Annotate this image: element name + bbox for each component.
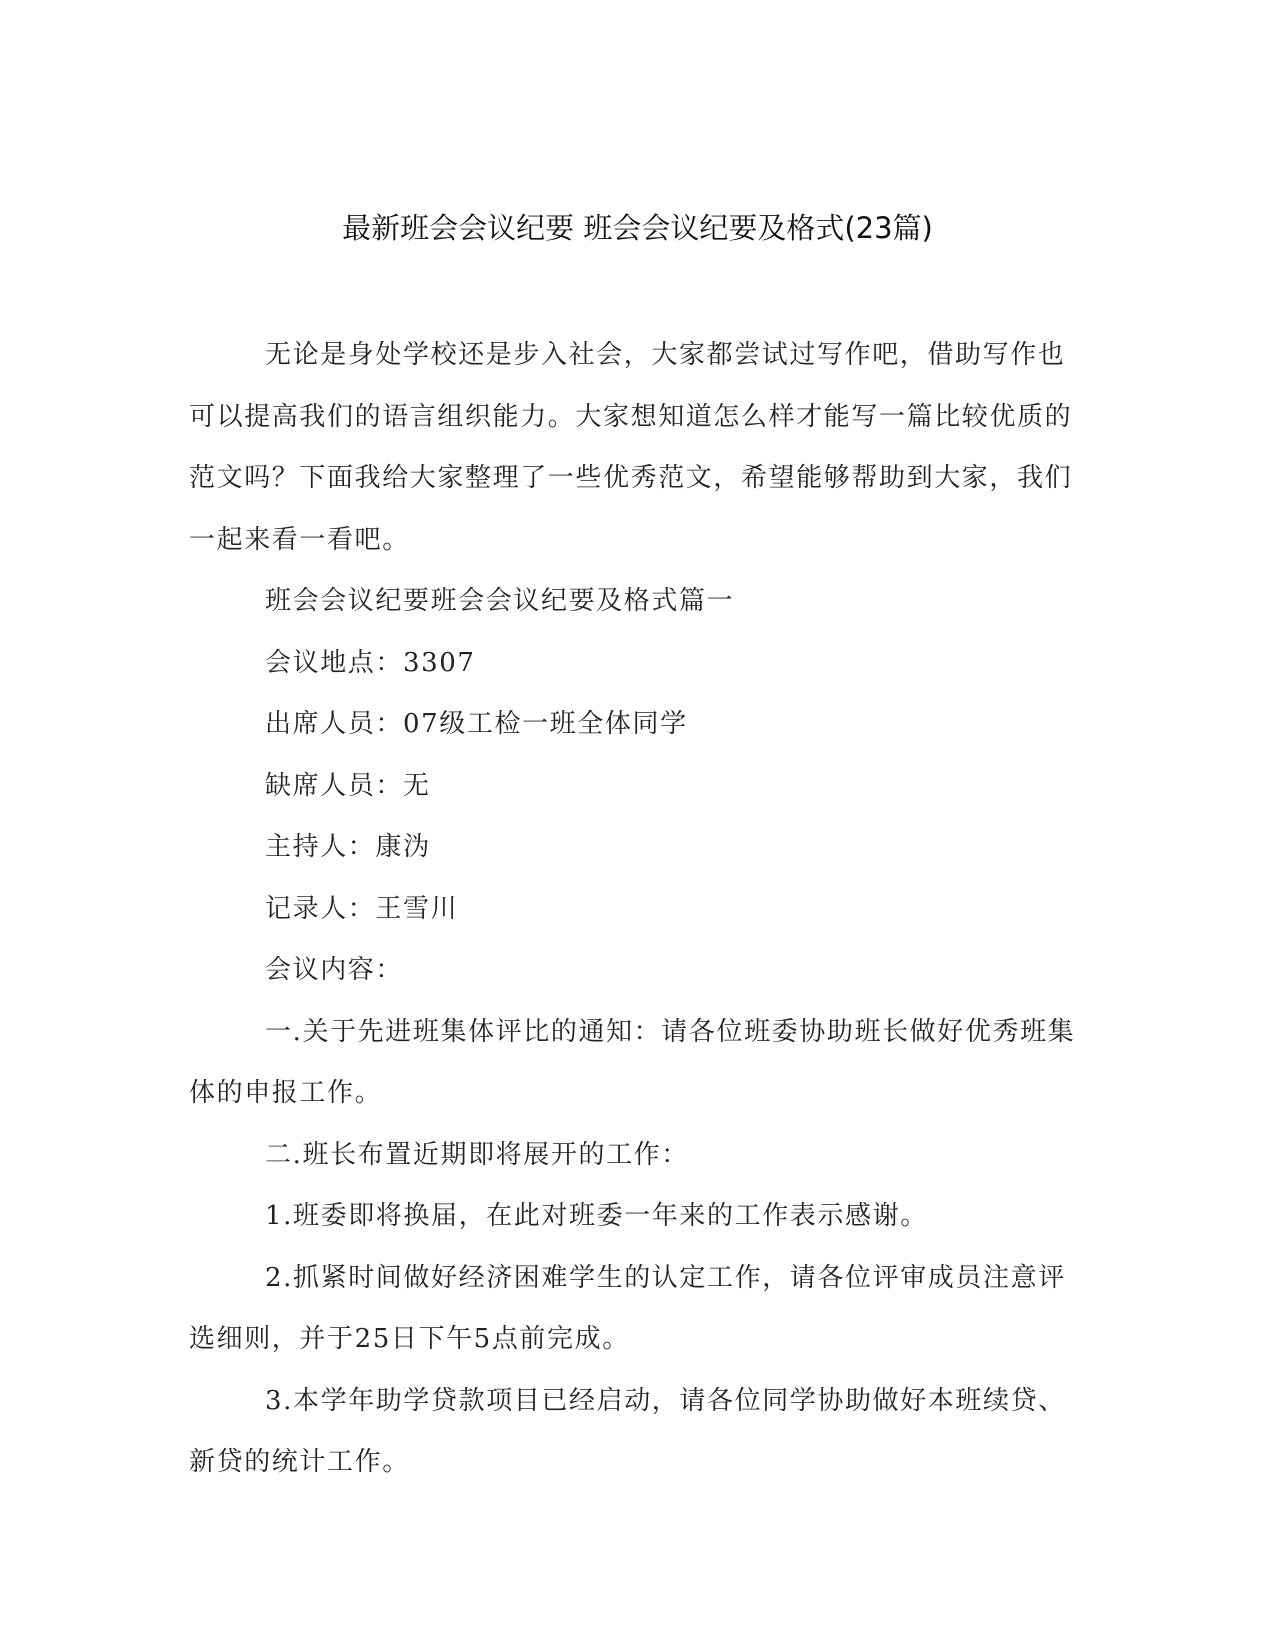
document-title: 最新班会会议纪要 班会会议纪要及格式(23篇) <box>342 211 933 245</box>
content-item-1: 一.关于先进班集体评比的通知：请各位班委协助班长做好优秀班集体的申报工作。 <box>189 1016 1076 1108</box>
task-item-3: 3.本学年助学贷款项目已经启动，请各位同学协助做好本班续贷、新贷的统计工作。 <box>189 1385 1066 1477</box>
content-item-2: 二.班长布置近期即将展开的工作： <box>265 1139 689 1170</box>
meeting-attendees: 出席人员：07级工检一班全体同学 <box>265 709 688 739</box>
meeting-location: 会议地点：3307 <box>265 647 476 678</box>
task-item-2: 2.抓紧时间做好经济困难学生的认定工作，请各位评审成员注意评选细则，并于25日下午5点前完成。 <box>189 1262 1066 1354</box>
document-body <box>189 325 1087 1494</box>
meeting-content-label: 会议内容： <box>265 955 404 985</box>
meeting-host: 主持人：康沩 <box>265 832 431 862</box>
meeting-absentees: 缺席人员：无 <box>265 770 431 801</box>
meeting-recorder: 记录人：王雪川 <box>265 893 459 924</box>
section-heading: 班会会议纪要班会会议纪要及格式篇一 <box>265 586 735 616</box>
intro-paragraph: 无论是身处学校还是步入社会，大家都尝试过写作吧，借助写作也可以提高我们的语言组织能力。大家想知道怎么样才能写一篇比较优质的范文吗？下面我给大家整理了一些优秀范文，希望能够帮助到大家，我们一起来看一看吧。 <box>189 340 1073 555</box>
task-item-1: 1.班委即将换届，在此对班委一年来的工作表示感谢。 <box>265 1201 928 1231</box>
